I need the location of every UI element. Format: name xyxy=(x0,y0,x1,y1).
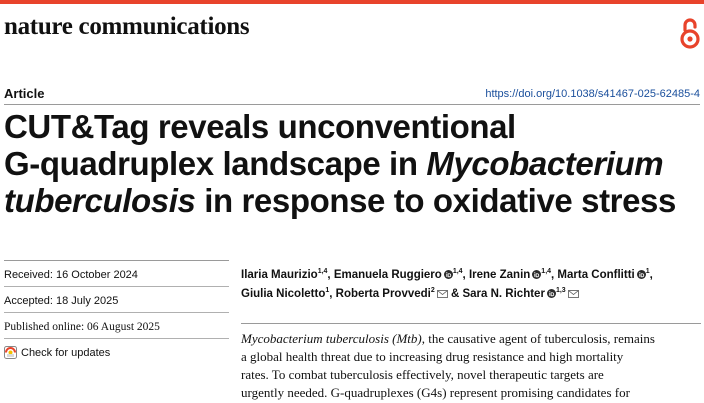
received-date: Received: 16 October 2024 xyxy=(4,269,138,281)
title-line-3 xyxy=(4,182,700,219)
author-affiliation: 1 xyxy=(645,268,650,275)
top-accent-bar xyxy=(0,0,704,4)
article-type: Article xyxy=(4,86,45,101)
orcid-icon[interactable] xyxy=(444,270,453,279)
published-date: Published online: 06 August 2025 xyxy=(4,321,160,333)
author-separator: , xyxy=(327,269,334,281)
title-species-epithet: tuberculosis xyxy=(4,182,196,219)
abstract-species: Mycobacterium tuberculosis (Mtb) xyxy=(241,331,422,346)
author-separator: , xyxy=(649,269,653,281)
check-for-updates-icon xyxy=(4,346,17,359)
author-5[interactable]: Giulia Nicoletto$^1$ xyxy=(241,287,330,300)
author-3[interactable]: Irene Zanin $^{1,4}$ xyxy=(468,268,552,281)
orcid-icon[interactable] xyxy=(547,289,556,298)
author-separator: , xyxy=(329,288,336,300)
open-access-lock-icon xyxy=(679,17,701,49)
abstract-line-3: rates. To combat tuberculosis effectively, novel therapeutic targets are xyxy=(241,367,604,382)
title-line-3-text: in response to oxidative stress xyxy=(195,182,676,219)
published-divider xyxy=(4,338,229,339)
author-separator: & xyxy=(447,288,463,300)
author-affiliation: 1,3 xyxy=(555,287,566,294)
abstract-line-4: urgently needed. G-quadruplexes (G4s) represent promising candidates for xyxy=(241,385,630,400)
envelope-icon[interactable] xyxy=(568,290,579,298)
dates-divider xyxy=(4,260,229,261)
author-affiliation: 1,4 xyxy=(317,268,328,275)
title-line-1: CUT&Tag reveals unconventional xyxy=(4,108,516,145)
accepted-date: Accepted: 18 July 2025 xyxy=(4,295,119,307)
abstract xyxy=(241,330,701,402)
author-7[interactable]: Sara N. Richter $^{1,3}$ xyxy=(462,288,578,300)
author-separator: , xyxy=(551,269,558,281)
title-line-2-text: G-quadruplex landscape in xyxy=(4,145,427,182)
orcid-icon[interactable] xyxy=(637,270,646,279)
abstract-line-2: a global health threat due to increasing drug resistance and high mortality xyxy=(241,349,624,364)
author-affiliation: 1,4 xyxy=(452,268,463,275)
author-affiliation: 1,4 xyxy=(541,268,552,275)
author-list xyxy=(241,266,701,304)
author-2[interactable]: Emanuela Ruggiero $^{1,4}$ xyxy=(333,268,463,281)
author-affiliation: 1 xyxy=(325,287,330,294)
abstract-divider xyxy=(241,323,701,324)
author-4[interactable]: Marta Conflitti $^1$ xyxy=(557,268,650,281)
author-separator: , xyxy=(462,269,469,281)
header-divider xyxy=(4,104,700,105)
orcid-icon[interactable] xyxy=(532,270,541,279)
accepted-divider xyxy=(4,312,229,313)
author-1[interactable]: Ilaria Maurizio$^{1,4}$ xyxy=(241,268,328,281)
doi-link[interactable]: https://doi.org/10.1038/s41467-025-62485-4 xyxy=(485,88,700,100)
check-for-updates-button[interactable] xyxy=(4,346,110,359)
journal-name: nature communications xyxy=(4,13,250,40)
abstract-line-1-text: , the causative agent of tuberculosis, remains xyxy=(421,331,655,346)
title-line-2 xyxy=(4,145,700,182)
abstract-line-1 xyxy=(241,330,701,348)
author-affiliation: 2 xyxy=(430,287,435,294)
check-for-updates-label: Check for updates xyxy=(21,346,111,359)
title-species-genus: Mycobacterium xyxy=(426,145,664,182)
author-6[interactable]: Roberta Provvedi$^2$ xyxy=(336,288,448,300)
received-divider xyxy=(4,286,229,287)
article-title xyxy=(4,108,700,219)
envelope-icon[interactable] xyxy=(437,290,448,298)
